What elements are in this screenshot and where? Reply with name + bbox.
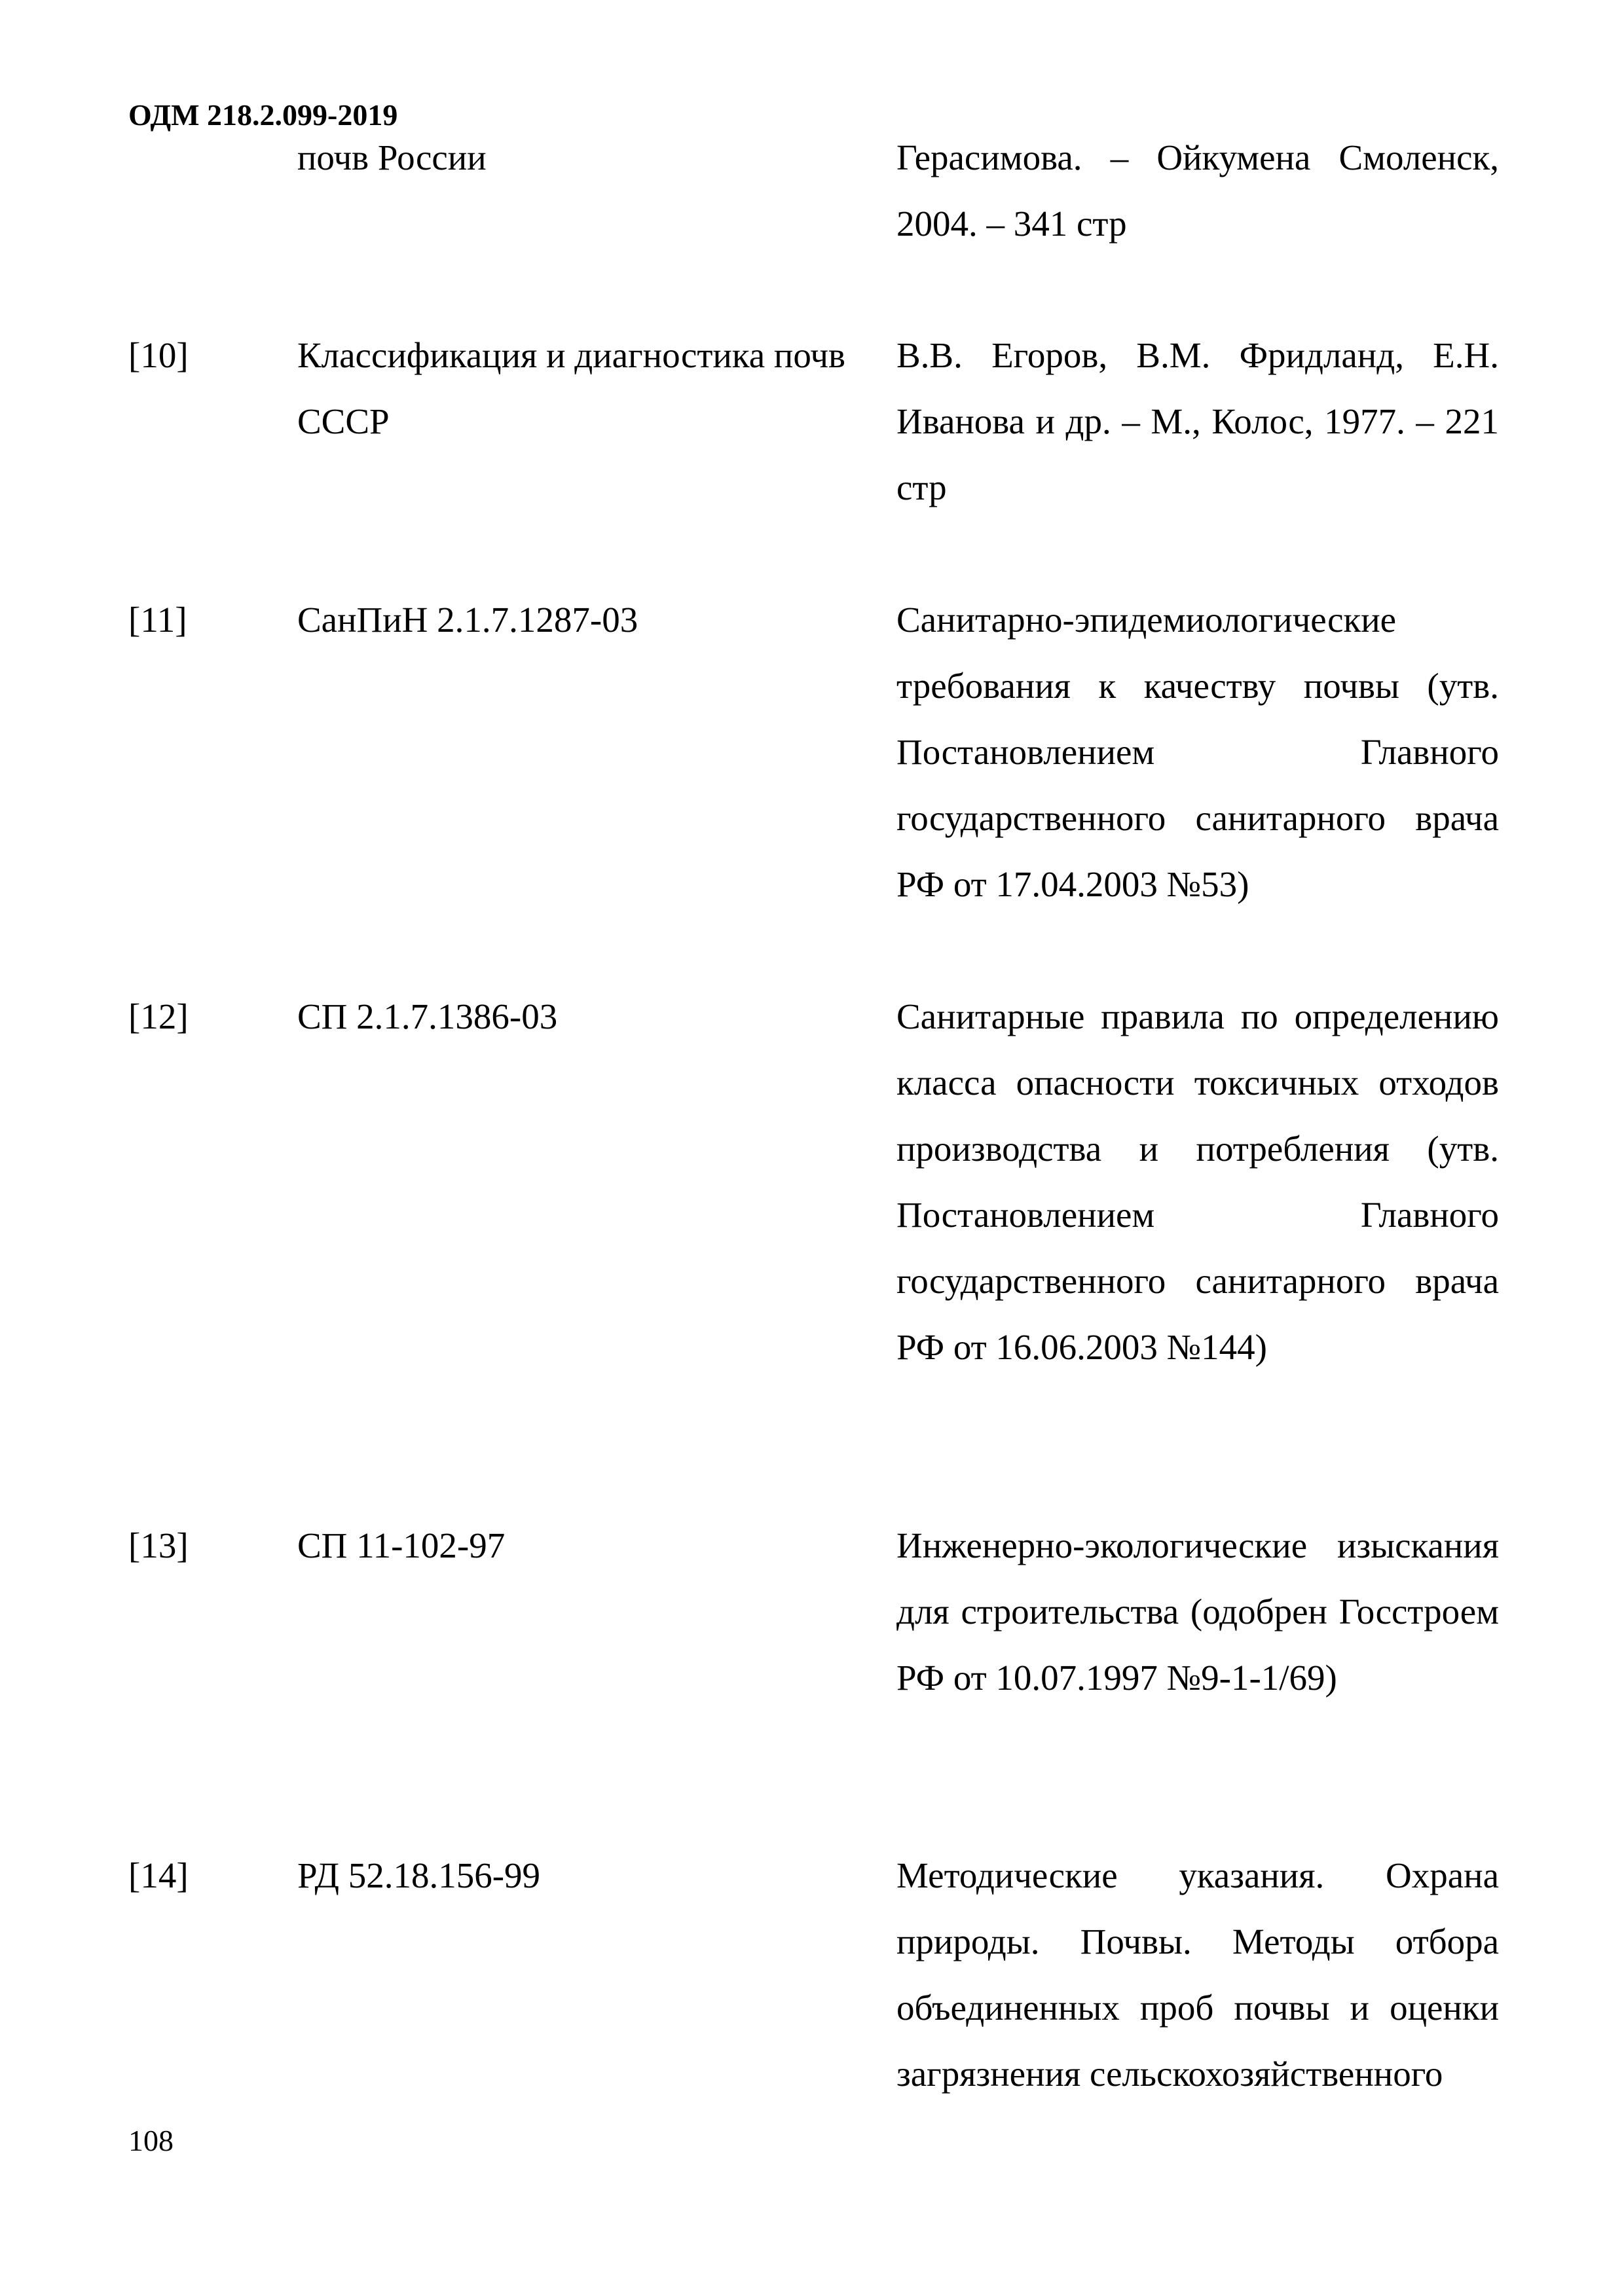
reference-number: [11] — [128, 600, 187, 640]
reference-title: почв России — [297, 137, 487, 177]
reference-number: [13] — [128, 1525, 189, 1565]
page-number: 108 — [128, 2124, 174, 2157]
reference-number: [14] — [128, 1855, 189, 1895]
reference-number: [12] — [128, 996, 189, 1036]
reference-description: В.В. Егоров, В.М. Фридланд, Е.Н. Иванова и др. – М., Колос, 1977. – 221 стр — [896, 335, 1499, 507]
reference-number: [10] — [128, 335, 189, 375]
reference-title: СП 2.1.7.1386-03 — [297, 996, 558, 1036]
reference-description: Герасимова. – Ойкумена Смоленск, 2004. – 341 стр — [896, 137, 1499, 244]
reference-title: Классификация и диагностика почв СССР — [297, 335, 846, 441]
reference-title: СП 11-102-97 — [297, 1525, 506, 1565]
reference-description: Санитарно-эпидемиологические требования к качеству почвы (утв. Постановлением Главного государственного санитарного врача РФ от 17.04.2003 №53) — [896, 600, 1499, 904]
reference-description: Методические указания. Охрана природы. Почвы. Методы отбора объединенных проб почвы и оценки загрязнения сельскохозяйственного — [896, 1855, 1499, 2094]
reference-description: Инженерно-экологические изыскания для строительства (одобрен Госстроем РФ от 10.07.1997 №9-1-1/69) — [896, 1525, 1499, 1698]
reference-description: Санитарные правила по определению класса опасности токсичных отходов производства и потребления (утв. Постановлением Главного государственного санитарного врача РФ от 16.06.2003 №144) — [896, 996, 1499, 1367]
reference-title: СанПиН 2.1.7.1287-03 — [297, 600, 638, 640]
reference-title: РД 52.18.156-99 — [297, 1855, 541, 1895]
document-header-code: ОДМ 218.2.099-2019 — [128, 98, 398, 132]
